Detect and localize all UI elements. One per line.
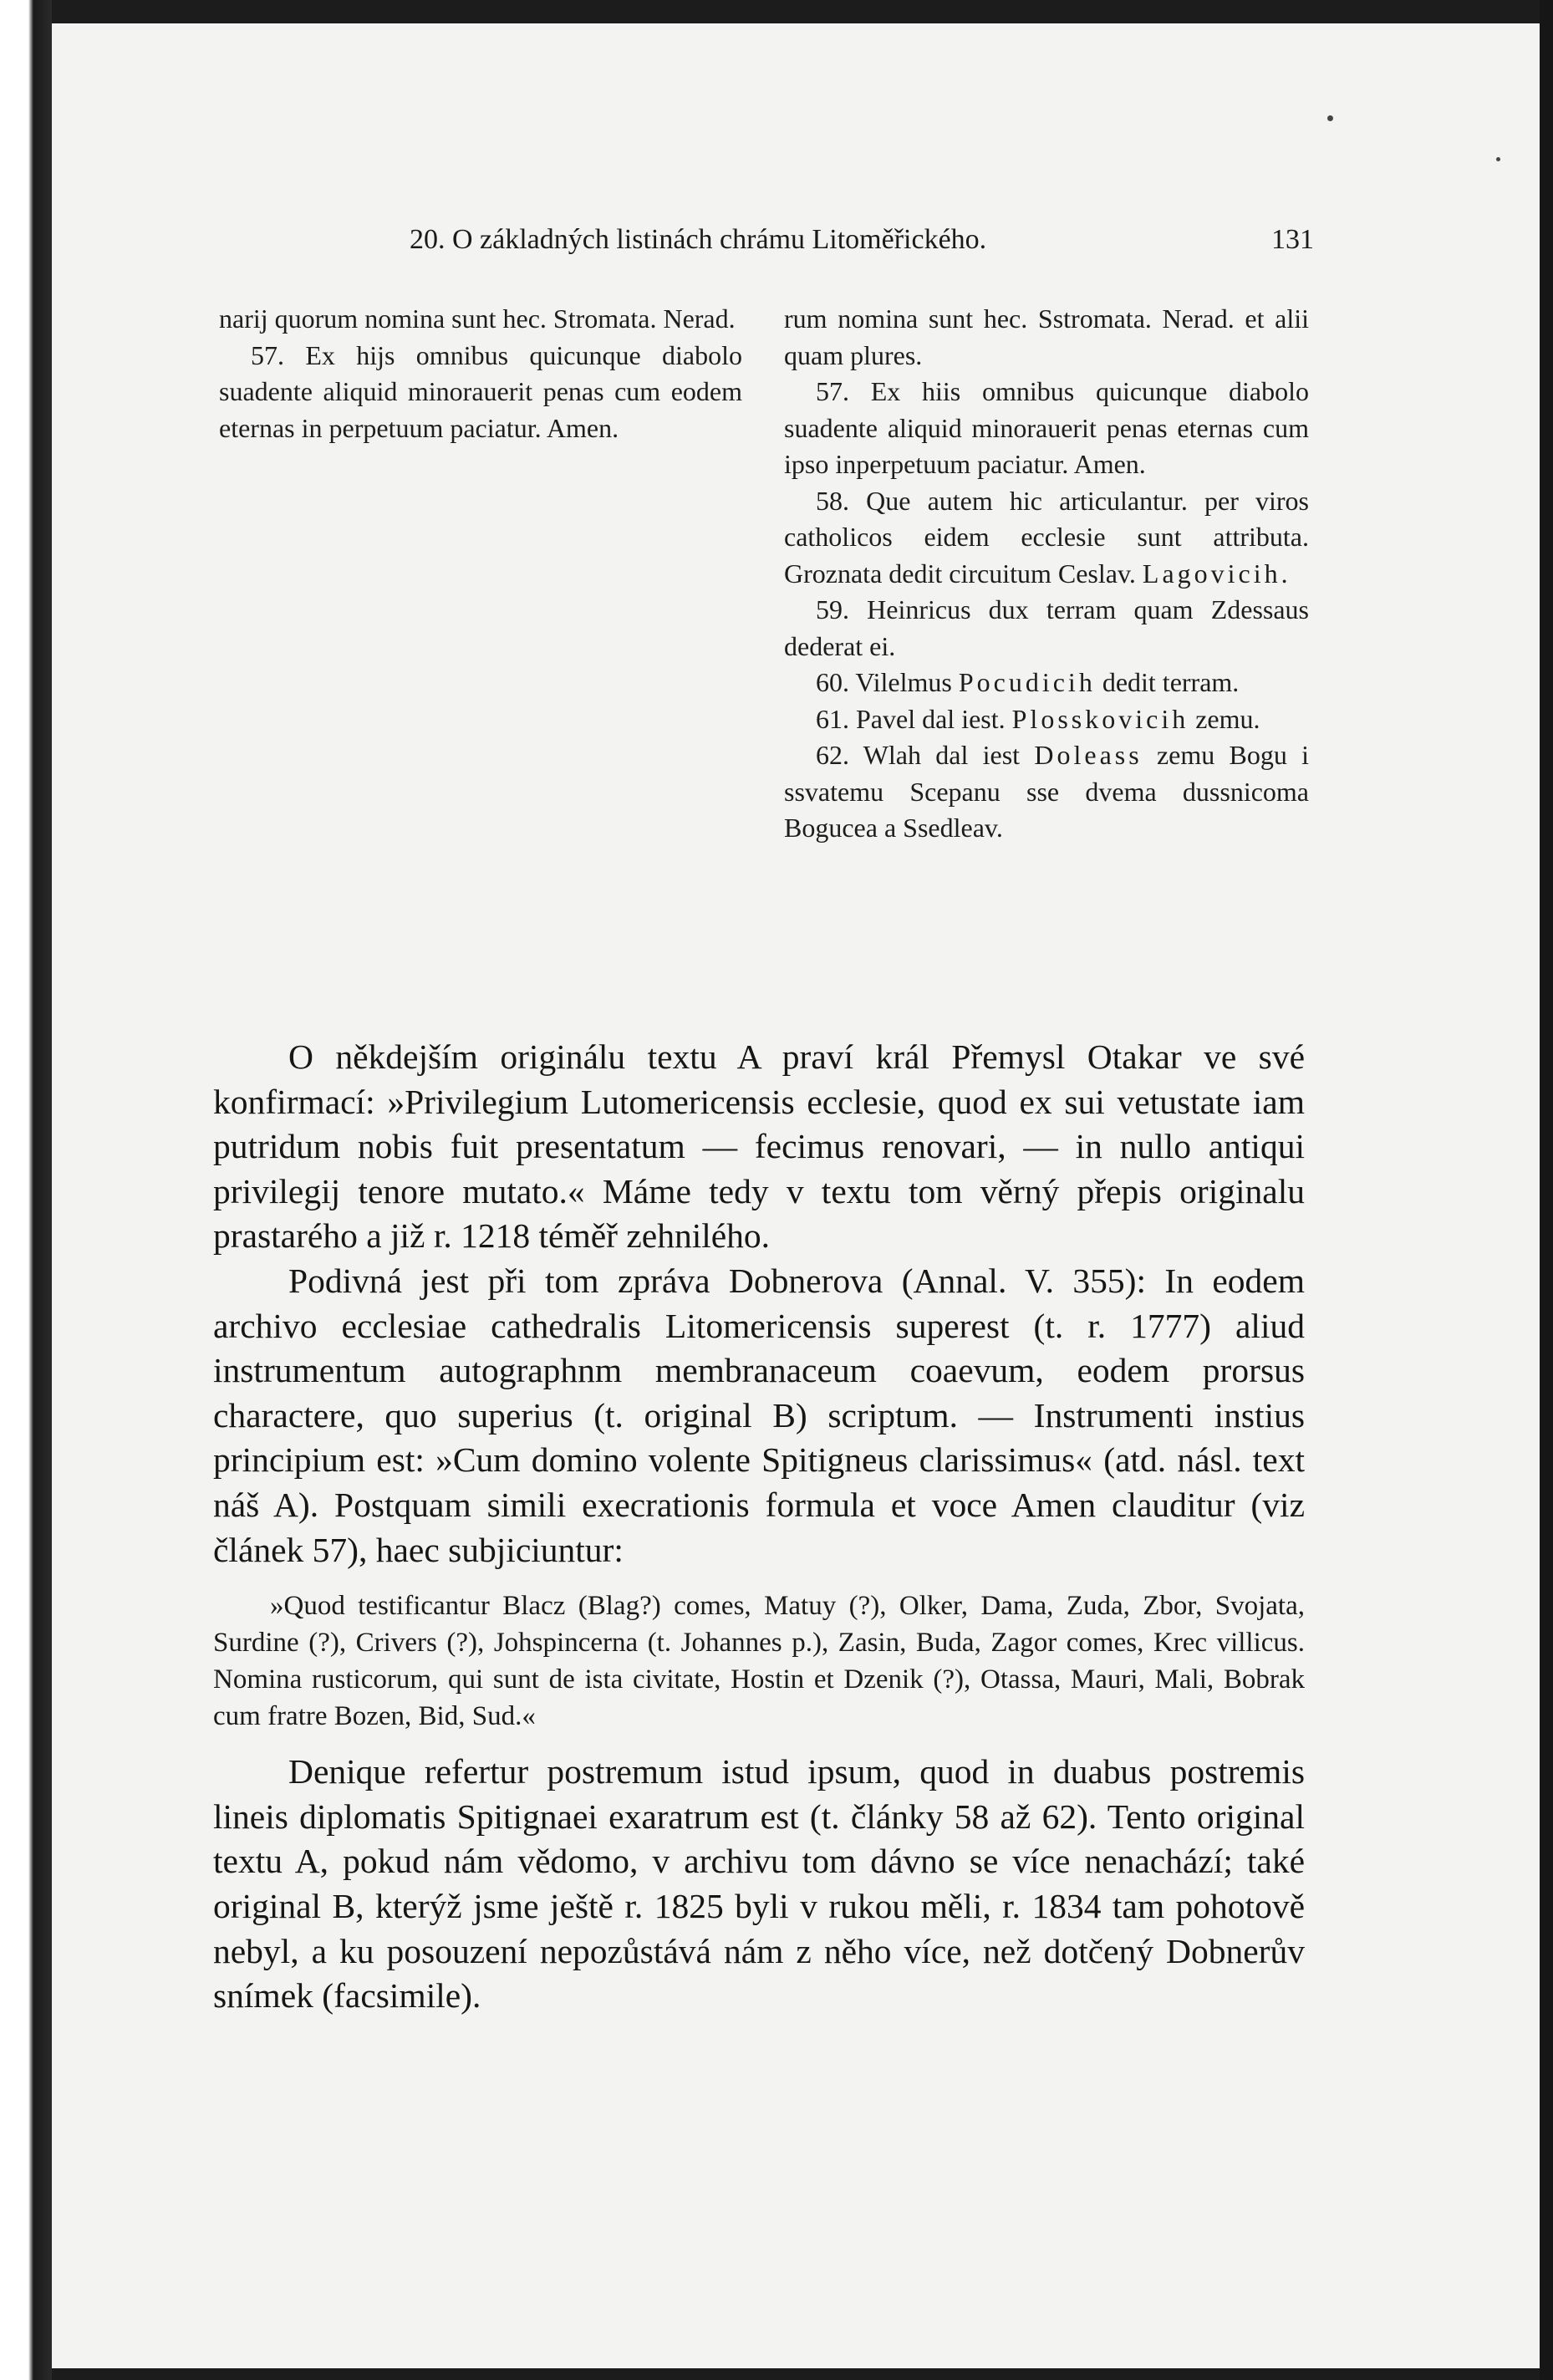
left-column-text-a (219, 301, 742, 446)
para-61-spaced-name: Plosskovicih (1011, 703, 1189, 734)
main-paragraph-1: O někdejším originálu textu A praví král Přemysl Otakar ve své konfirmací: »Privilegium Lutomericensis ecclesie, quod ex sui vetustate iam putridum nobis fuit presentatum — fecimus renovari, — in nullo antiqui privilegij tenore mutato.« Máme tedy v textu tom věrný přepis originalu prastarého a již r. 1218 téměř zehnilého. (213, 1037, 1305, 1256)
right-column-text-b (784, 301, 1309, 847)
right-para-60 (784, 665, 1309, 701)
para-60-text-a: 60. Vilelmus (816, 667, 952, 697)
scan-speck (1327, 115, 1333, 121)
main-text (213, 1035, 1305, 2019)
quote-block (213, 1588, 1305, 1735)
quote-text: »Quod testificantur Blacz (Blag?) comes, Matuy (?), Olker, Dama, Zuda, Zbor, Svojata, Surdine (?), Crivers (?), Johspincerna (t. Johannes p.), Zasin, Buda, Zagor comes, Krec villicus. Nomina rusticorum, qui sunt de ista civitate, Hostin et Dzenik (?), Otassa, Mauri, Mali, Bobrak cum fratre Bozen, Bid, Sud.« (213, 1591, 1305, 1732)
para-62-text-b: zemu Bogu i ssvatemu Scepanu sse dvema dussnicoma Bogucea a Ssedleav. (784, 740, 1310, 843)
left-para-57: 57. Ex hijs omnibus quicunque diabolo suadente aliquid minorauerit penas cum eodem eternas in perpetuum paciatur. Amen. (219, 339, 742, 443)
right-para-61 (784, 701, 1309, 738)
para-61-text-b: zemu. (1195, 703, 1260, 734)
right-para-62 (784, 737, 1309, 847)
para-62-spaced-name: Doleass (1034, 740, 1143, 770)
right-para-58 (784, 483, 1309, 593)
para-60-text-b: dedit terram. (1102, 667, 1240, 697)
para-61-text-a: 61. Pavel dal iest. (816, 703, 1006, 734)
scan-speck (1496, 157, 1500, 161)
para-58-spaced-name: Lagovicih. (1142, 558, 1291, 589)
para-62-text-a: 62. Wlah dal iest (816, 740, 1021, 770)
main-paragraph-3: Denique refertur postremum istud ipsum, quod in duabus postremis lineis diplomatis Spitignaei exaratrum est (t. články 58 až 62). Tento original textu A, pokud nám vědomo, v archivu tom dávno se více nenachází; také original B, kterýž jsme ještě r. 1825 byli v rukou měli, r. 1834 tam pohotově nebyl, a ku posouzení nepozůstává nám z něho více, než dotčený Dobnerův snímek (facsimile). (213, 1752, 1305, 2016)
page-number: 131 (1271, 224, 1314, 255)
running-header (410, 224, 1314, 266)
right-para-59: 59. Heinricus dux terram quam Zdessaus dederat ei. (784, 594, 1309, 661)
para-58-text: 58. Que autem hic articulantur. per viros catholicos eidem ecclesie sunt attributa. Groznata dedit circuitum Ceslav. (784, 485, 1309, 589)
right-para-57: 57. Ex hiis omnibus quicunque diabolo suadente aliquid minorauerit penas eternas cum ipso inperpetuum paciatur. Amen. (784, 376, 1309, 479)
main-paragraph-2: Podivná jest při tom zpráva Dobnerova (Annal. V. 355): In eodem archivo ecclesiae cathedralis Litomericensis superest (t. r. 1777) aliud instrumentum autographnm membranaceum coaevum, eodem prorsus charactere, quo superius (t. original B) scriptum. — Instrumenti instius principium est: »Cum domino volente Spitigneus clarissimus« (atd. násl. text náš A). Postquam simili execrationis formula et voce Amen clauditur (viz článek 57), haec subjiciuntur: (213, 1261, 1305, 1569)
scan-right-edge (1540, 0, 1553, 2380)
para-60-spaced-name: Pocudicih (958, 667, 1096, 697)
running-title: 20. O základných listinách chrámu Litoměřického. (410, 224, 987, 255)
right-para-1: rum nomina sunt hec. Sstromata. Nerad. et alii quam plures. (784, 303, 1309, 370)
left-para-1: narij quorum nomina sunt hec. Stromata. Nerad. (219, 303, 736, 334)
scan-left-edge (0, 0, 52, 2380)
